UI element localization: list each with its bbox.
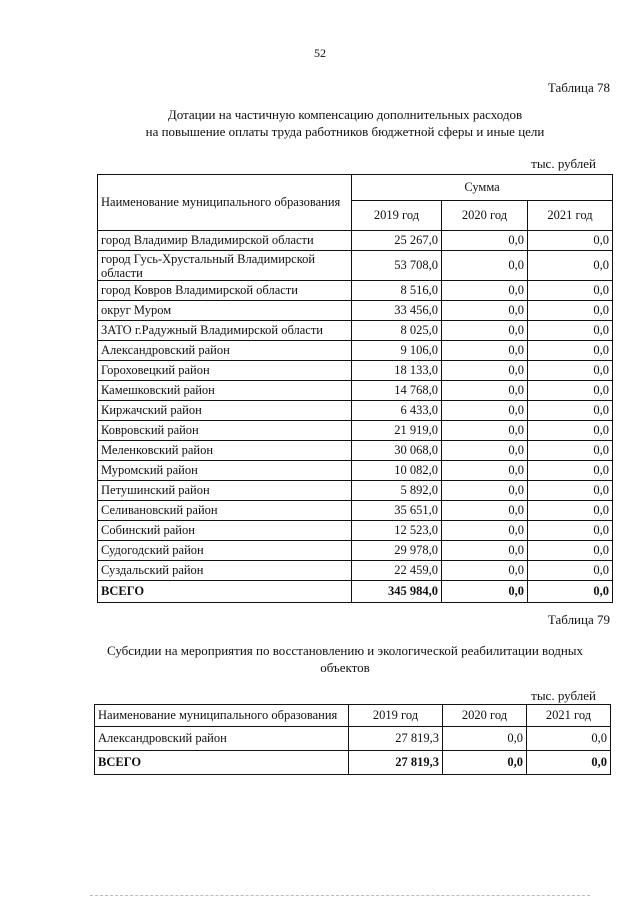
table-row bbox=[98, 401, 613, 421]
table-row bbox=[98, 501, 613, 521]
table-row bbox=[98, 481, 613, 501]
value-2020-cell: 0,0 bbox=[442, 521, 528, 541]
table-79-header-year-2019: 2019 год bbox=[349, 705, 443, 727]
value-2020-cell: 0,0 bbox=[442, 341, 528, 361]
table-79-title-line2: объектов bbox=[320, 660, 370, 675]
table-79-title-line1: Субсидии на мероприятия по восстановлению и экологической реабилитации водных bbox=[106, 643, 584, 658]
municipality-name-cell: Селивановский район bbox=[98, 501, 352, 521]
table-79-header-name: Наименование муниципального образования bbox=[95, 705, 349, 727]
municipality-name-cell: Киржачский район bbox=[98, 401, 352, 421]
municipality-name-cell: Судогодский район bbox=[98, 541, 352, 561]
municipality-name-cell: Меленковский район bbox=[98, 441, 352, 461]
value-2019-cell: 33 456,0 bbox=[352, 301, 442, 321]
value-2019-cell: 22 459,0 bbox=[352, 561, 442, 581]
value-2021-cell: 0,0 bbox=[528, 561, 613, 581]
municipality-name-cell: город Гусь-Хрустальный Владимирской области bbox=[98, 251, 352, 281]
value-2019-cell: 6 433,0 bbox=[352, 401, 442, 421]
value-2021-cell: 0,0 bbox=[528, 381, 613, 401]
table-78-header-year-2021: 2021 год bbox=[528, 201, 613, 231]
municipality-name-cell: Александровский район bbox=[98, 341, 352, 361]
value-2020-cell: 0,0 bbox=[442, 361, 528, 381]
table-79-total-label: ВСЕГО bbox=[95, 751, 349, 775]
value-2020-cell: 0,0 bbox=[442, 301, 528, 321]
value-2021-cell: 0,0 bbox=[528, 321, 613, 341]
municipality-name-cell: Александровский район bbox=[95, 727, 349, 751]
table-row bbox=[98, 441, 613, 461]
table-79-total-2020: 0,0 bbox=[443, 751, 527, 775]
value-2020-cell: 0,0 bbox=[442, 441, 528, 461]
table-78-title-line2: на повышение оплаты труда работников бюджетной сферы и иные цели bbox=[145, 124, 545, 139]
value-2021-cell: 0,0 bbox=[528, 281, 613, 301]
value-2020-cell: 0,0 bbox=[442, 481, 528, 501]
table-78-total-2021: 0,0 bbox=[528, 581, 613, 603]
table-78-units: тыс. рублей bbox=[531, 156, 596, 171]
table-78-header-year-2019: 2019 год bbox=[352, 201, 442, 231]
table-79-label: Таблица 79 bbox=[547, 612, 610, 627]
table-row bbox=[95, 727, 611, 751]
value-2021-cell: 0,0 bbox=[528, 501, 613, 521]
table-78-header-sum: Сумма bbox=[352, 175, 613, 201]
table-79-units: тыс. рублей bbox=[531, 688, 596, 703]
table-78-title-line1: Дотации на частичную компенсацию дополнительных расходов bbox=[167, 107, 523, 122]
table-79 bbox=[94, 704, 611, 775]
value-2019-cell: 9 106,0 bbox=[352, 341, 442, 361]
value-2021-cell: 0,0 bbox=[528, 401, 613, 421]
table-78-total-2019: 345 984,0 bbox=[352, 581, 442, 603]
page-bottom-rule bbox=[90, 895, 590, 896]
value-2019-cell: 8 516,0 bbox=[352, 281, 442, 301]
value-2020-cell: 0,0 bbox=[442, 401, 528, 421]
page-number: 52 bbox=[314, 46, 326, 60]
value-2021-cell: 0,0 bbox=[528, 301, 613, 321]
table-78-header-year-2020: 2020 год bbox=[442, 201, 528, 231]
table-row bbox=[98, 301, 613, 321]
municipality-name-cell: Камешковский район bbox=[98, 381, 352, 401]
table-row bbox=[98, 541, 613, 561]
table-row bbox=[98, 521, 613, 541]
value-2021-cell: 0,0 bbox=[528, 421, 613, 441]
value-2021-cell: 0,0 bbox=[528, 541, 613, 561]
value-2020-cell: 0,0 bbox=[442, 421, 528, 441]
municipality-name-cell: Муромский район bbox=[98, 461, 352, 481]
value-2021-cell: 0,0 bbox=[528, 341, 613, 361]
table-row bbox=[98, 281, 613, 301]
value-2019-cell: 53 708,0 bbox=[352, 251, 442, 281]
value-2020-cell: 0,0 bbox=[442, 281, 528, 301]
table-79-header-year-2021: 2021 год bbox=[527, 705, 611, 727]
value-2021-cell: 0,0 bbox=[528, 461, 613, 481]
value-2020-cell: 0,0 bbox=[442, 461, 528, 481]
value-2020-cell: 0,0 bbox=[442, 501, 528, 521]
value-2021-cell: 0,0 bbox=[528, 521, 613, 541]
value-2019-cell: 30 068,0 bbox=[352, 441, 442, 461]
municipality-name-cell: Собинский район bbox=[98, 521, 352, 541]
value-2021-cell: 0,0 bbox=[528, 361, 613, 381]
table-row bbox=[98, 561, 613, 581]
table-79-header-year-2020: 2020 год bbox=[443, 705, 527, 727]
value-2020-cell: 0,0 bbox=[442, 561, 528, 581]
table-78-total-2020: 0,0 bbox=[442, 581, 528, 603]
value-2020-cell: 0,0 bbox=[442, 321, 528, 341]
value-2021-cell: 0,0 bbox=[528, 231, 613, 251]
municipality-name-cell: ЗАТО г.Радужный Владимирской области bbox=[98, 321, 352, 341]
value-2019-cell: 12 523,0 bbox=[352, 521, 442, 541]
municipality-name-cell: Ковровский район bbox=[98, 421, 352, 441]
table-row bbox=[98, 361, 613, 381]
table-78-total-label: ВСЕГО bbox=[98, 581, 352, 603]
table-78-header-name: Наименование муниципального образования bbox=[98, 175, 352, 231]
value-2020-cell: 0,0 bbox=[442, 541, 528, 561]
table-row bbox=[98, 321, 613, 341]
municipality-name-cell: город Владимир Владимирской области bbox=[98, 231, 352, 251]
table-79-title bbox=[90, 642, 600, 676]
value-2019-cell: 35 651,0 bbox=[352, 501, 442, 521]
table-row bbox=[98, 421, 613, 441]
value-2021-cell: 0,0 bbox=[528, 251, 613, 281]
value-2021-cell: 0,0 bbox=[528, 481, 613, 501]
value-2020-cell: 0,0 bbox=[442, 381, 528, 401]
value-2020-cell: 0,0 bbox=[442, 251, 528, 281]
value-2019-cell: 8 025,0 bbox=[352, 321, 442, 341]
value-2021-cell: 0,0 bbox=[528, 441, 613, 461]
value-2021-cell: 0,0 bbox=[527, 727, 611, 751]
value-2019-cell: 21 919,0 bbox=[352, 421, 442, 441]
value-2019-cell: 25 267,0 bbox=[352, 231, 442, 251]
table-row bbox=[98, 251, 613, 281]
municipality-name-cell: Гороховецкий район bbox=[98, 361, 352, 381]
value-2019-cell: 10 082,0 bbox=[352, 461, 442, 481]
value-2019-cell: 5 892,0 bbox=[352, 481, 442, 501]
municipality-name-cell: город Ковров Владимирской области bbox=[98, 281, 352, 301]
table-79-total-2021: 0,0 bbox=[527, 751, 611, 775]
table-78-title bbox=[90, 106, 600, 140]
table-row bbox=[98, 341, 613, 361]
table-row bbox=[98, 231, 613, 251]
value-2019-cell: 27 819,3 bbox=[349, 727, 443, 751]
table-79-total-2019: 27 819,3 bbox=[349, 751, 443, 775]
municipality-name-cell: Петушинский район bbox=[98, 481, 352, 501]
table-row bbox=[98, 461, 613, 481]
table-row bbox=[98, 381, 613, 401]
value-2019-cell: 18 133,0 bbox=[352, 361, 442, 381]
value-2019-cell: 29 978,0 bbox=[352, 541, 442, 561]
value-2020-cell: 0,0 bbox=[442, 231, 528, 251]
municipality-name-cell: Суздальский район bbox=[98, 561, 352, 581]
value-2019-cell: 14 768,0 bbox=[352, 381, 442, 401]
table-78 bbox=[97, 174, 613, 603]
table-78-label: Таблица 78 bbox=[547, 80, 610, 95]
value-2020-cell: 0,0 bbox=[443, 727, 527, 751]
municipality-name-cell: округ Муром bbox=[98, 301, 352, 321]
